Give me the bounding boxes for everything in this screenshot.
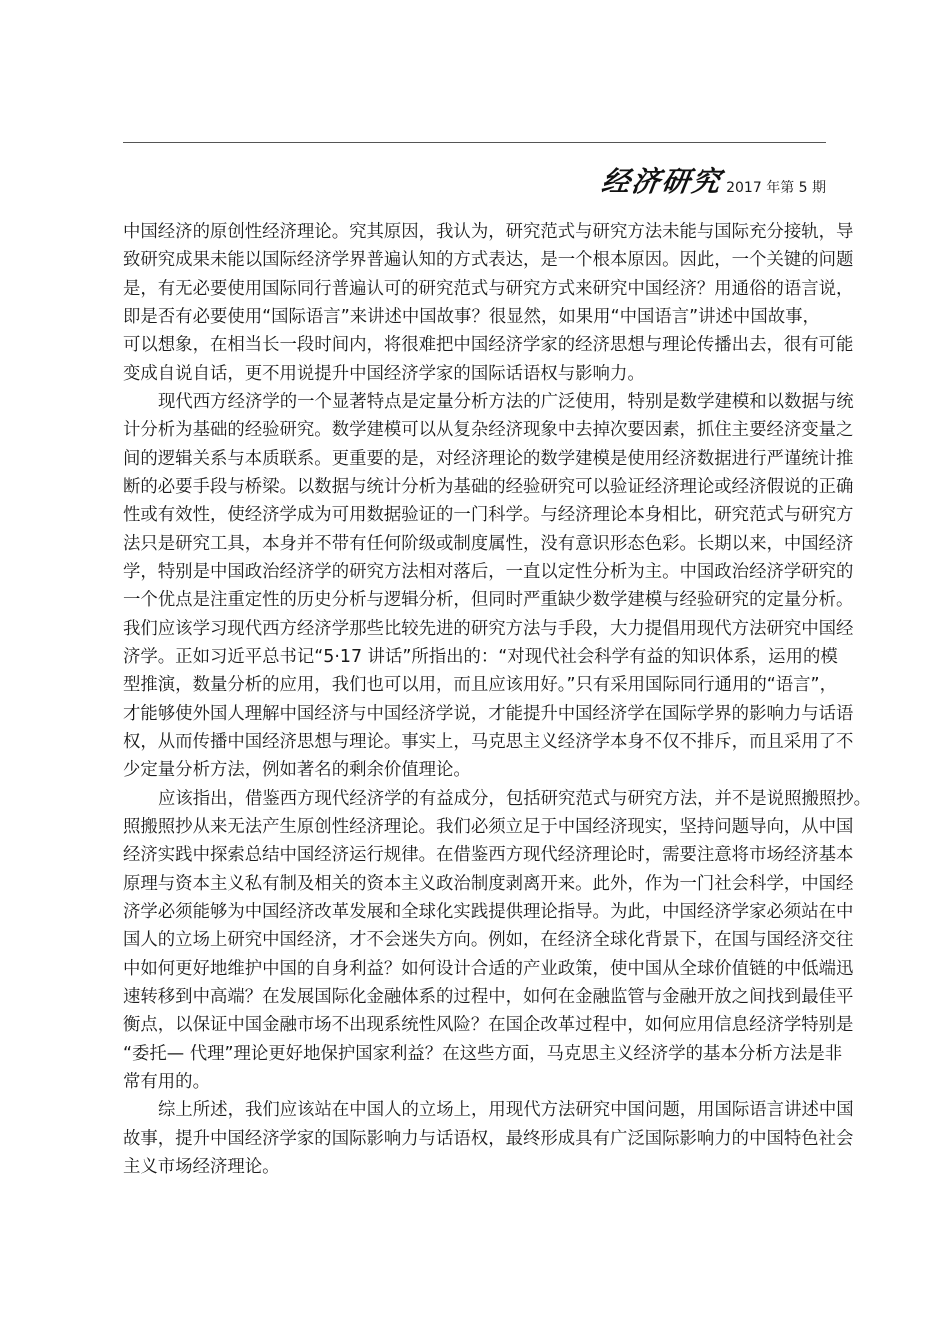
issue-label: 2017 年第 5 期: [726, 180, 826, 196]
text-line: 权，从而传播中国经济思想与理论。事实上，马克思主义经济学本身不仅不排斥，而且采用了不: [123, 731, 854, 752]
text-line: 常有用的。: [123, 1071, 210, 1092]
paragraph: [123, 218, 854, 388]
journal-logo: 经济研究: [599, 165, 725, 198]
text-line: 断的必要手段与桥梁。以数据与统计分析为基础的经验研究可以验证经济理论或经济假说的正确: [123, 476, 854, 497]
paragraph: [123, 785, 872, 1097]
text-line: “委托— 代理”理论更好地保护国家利益？在这些方面，马克思主义经济学的基本分析方法是非: [123, 1043, 843, 1064]
text-line: 故事，提升中国经济学家的国际影响力与话语权，最终形成具有广泛国际影响力的中国特色社会: [123, 1128, 854, 1149]
paragraph: [123, 1096, 854, 1181]
text-line: 照搬照抄从来无法产生原创性经济理论。我们必须立足于中国经济现实，坚持问题导向，从中国: [123, 816, 854, 837]
text-line: 中如何更好地维护中国的自身利益？如何设计合适的产业政策，使中国从全球价值链的中低端迅: [123, 958, 854, 979]
text-line: 综上所述，我们应该站在中国人的立场上，用现代方法研究中国问题，用国际语言讲述中国: [158, 1100, 854, 1121]
text-line: 一个优点是注重定性的历史分析与逻辑分析，但同时严重缺少数学建模与经验研究的定量分析。: [123, 590, 854, 611]
text-line: 现代西方经济学的一个显著特点是定量分析方法的广泛使用，特别是数学建模和以数据与统: [158, 391, 854, 412]
text-line: 学，特别是中国政治经济学的研究方法相对落后，一直以定性分析为主。中国政治经济学研究的: [123, 561, 854, 582]
text-line: 致研究成果未能以国际经济学界普遍认知的方式表达，是一个根本原因。因此，一个关键的问题: [123, 250, 854, 271]
text-line: 计分析为基础的经验研究。数学建模可以从复杂经济现象中去掉次要因素，抓住主要经济变量之: [123, 420, 854, 441]
text-line: 才能够使外国人理解中国经济与中国经济学说，才能提升中国经济学在国际学界的影响力与话语: [123, 703, 854, 724]
text-line: 变成自说自话，更不用说提升中国经济学家的国际话语权与影响力。: [123, 363, 645, 384]
text-line: 型推演，数量分析的应用，我们也可以用，而且应该用好。”只有采用国际同行通用的“语言”，: [123, 675, 837, 696]
header-divider: [123, 142, 826, 143]
text-line: 即是否有必要使用“国际语言”来讲述中国故事？很显然，如果用“中国语言”讲述中国故事，: [123, 306, 820, 327]
text-line: 可以想象，在相当长一段时间内，将很难把中国经济学家的经济思想与理论传播出去，很有可能: [123, 335, 854, 356]
paragraph: [123, 388, 854, 785]
text-line: 原理与资本主义私有制及相关的资本主义政治制度剥离开来。此外，作为一门社会科学，中国经: [123, 873, 854, 894]
text-line: 应该指出，借鉴西方现代经济学的有益成分，包括研究范式与研究方法，并不是说照搬照抄。: [158, 788, 872, 809]
text-line: 中国经济的原创性经济理论。究其原因，我认为，研究范式与研究方法未能与国际充分接轨，导: [123, 222, 854, 242]
text-line: 国人的立场上研究中国经济，才不会迷失方向。例如，在经济全球化背景下，在国与国经济交往: [123, 930, 854, 951]
text-line: 少定量分析方法，例如著名的剩余价值理论。: [123, 760, 471, 781]
text-line: 主义市场经济理论。: [123, 1156, 280, 1177]
text-line: 间的逻辑关系与本质联系。更重要的是，对经济理论的数学建模是使用经济数据进行严谨统计推: [123, 448, 854, 469]
article-body: [123, 218, 872, 1181]
text-line: 法只是研究工具，本身并不带有任何阶级或制度属性，没有意识形态色彩。长期以来，中国经济: [123, 533, 854, 554]
text-line: 速转移到中高端？在发展国际化金融体系的过程中，如何在金融监管与金融开放之间找到最佳平: [123, 986, 854, 1007]
text-line: 经济实践中探索总结中国经济运行规律。在借鉴西方现代经济理论时，需要注意将市场经济基本: [123, 845, 854, 866]
text-line: 性或有效性，使经济学成为可用数据验证的一门科学。与经济理论本身相比，研究范式与研究方: [123, 505, 854, 526]
text-line: 济学。正如习近平总书记“5·17 讲话”所指出的：“对现代社会科学有益的知识体系，运用的模: [123, 646, 838, 667]
text-line: 济学必须能够为中国经济改革发展和全球化实践提供理论指导。为此，中国经济学家必须站在中: [123, 901, 854, 922]
text-line: 是，有无必要使用国际同行普遍认可的研究范式与研究方式来研究中国经济？用通俗的语言说，: [123, 278, 854, 299]
text-line: 衡点，以保证中国金融市场不出现系统性风险？在国企改革过程中，如何应用信息经济学特别是: [123, 1015, 854, 1036]
text-line: 我们应该学习现代西方经济学那些比较先进的研究方法与手段，大力提倡用现代方法研究中国经: [123, 618, 854, 639]
page-header: [599, 160, 826, 200]
